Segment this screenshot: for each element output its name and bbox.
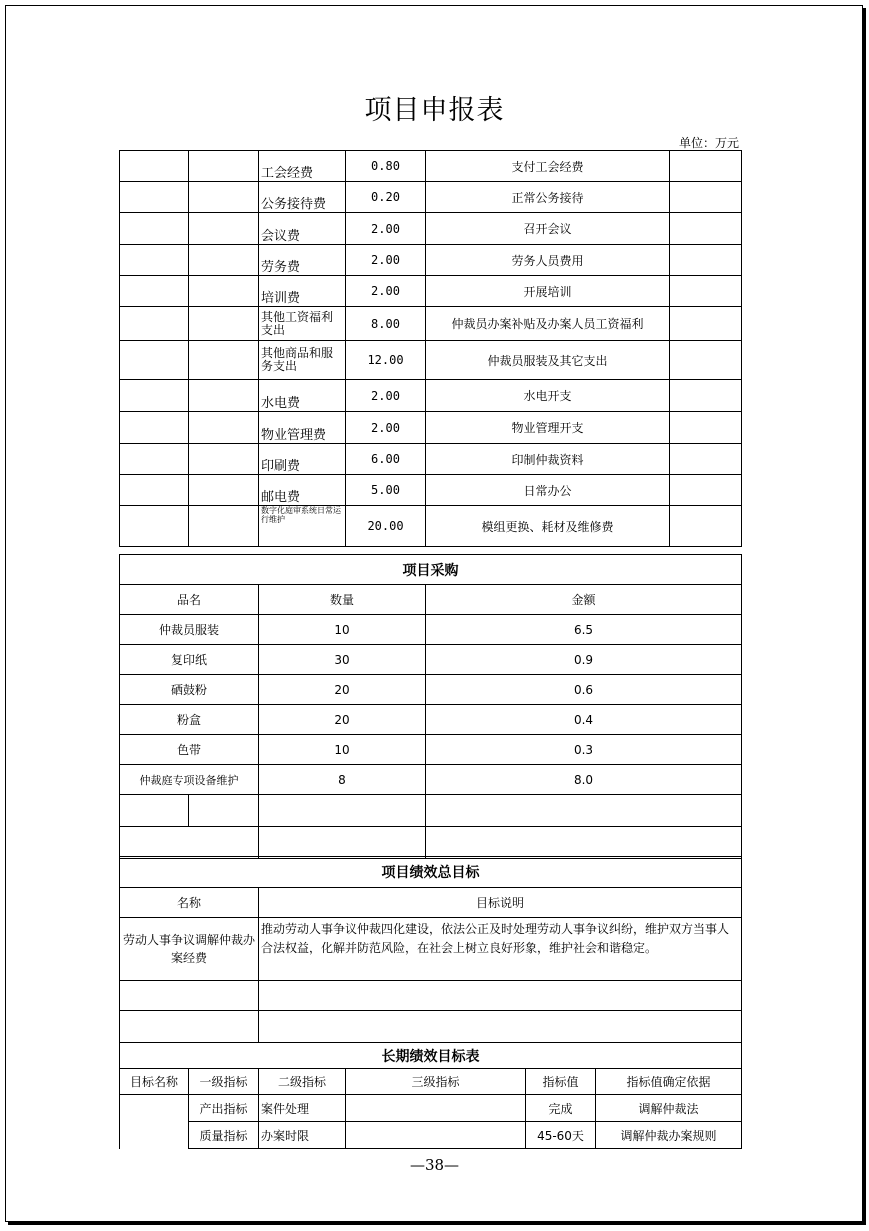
long-term-row	[120, 1095, 742, 1122]
blank-cell	[120, 1011, 259, 1043]
blank-cell	[120, 307, 189, 341]
blank-cell	[670, 341, 742, 380]
blank-cell	[120, 1095, 189, 1149]
blank-cell	[259, 1011, 742, 1043]
expense-note: 物业管理开支	[426, 412, 670, 444]
blank-cell	[120, 412, 189, 444]
blank-cell	[670, 245, 742, 276]
value-cell: 完成	[526, 1095, 596, 1122]
level1-cell: 产出指标	[189, 1095, 259, 1122]
blank-cell	[189, 795, 259, 827]
procurement-table	[119, 554, 742, 859]
blank-cell	[670, 213, 742, 245]
level2-cell: 案件处理	[259, 1095, 346, 1122]
expense-item: 物业管理费	[259, 412, 346, 444]
blank-cell	[120, 182, 189, 213]
expense-row	[120, 506, 742, 547]
header-level1: 一级指标	[189, 1069, 259, 1095]
expense-note: 仲裁员服装及其它支出	[426, 341, 670, 380]
level3-cell	[346, 1095, 526, 1122]
expense-item: 数字化庭审系统日常运行维护	[259, 506, 346, 547]
header-goal-name: 名称	[120, 888, 259, 918]
expense-row	[120, 307, 742, 341]
blank-cell	[120, 276, 189, 307]
expense-row	[120, 475, 742, 506]
procurement-row	[120, 675, 742, 705]
procurement-name: 粉盒	[120, 705, 259, 735]
expense-amount: 2.00	[346, 412, 426, 444]
expense-note: 正常公务接待	[426, 182, 670, 213]
blank-cell	[670, 475, 742, 506]
procurement-row	[120, 615, 742, 645]
expense-item: 其他工资福利支出	[259, 307, 346, 341]
header-name: 品名	[120, 585, 259, 615]
expense-row	[120, 444, 742, 475]
expense-amount: 20.00	[346, 506, 426, 547]
procurement-qty: 20	[259, 675, 426, 705]
expense-note: 劳务人员费用	[426, 245, 670, 276]
blank-cell	[120, 795, 189, 827]
expense-item: 会议费	[259, 213, 346, 245]
blank-cell	[426, 827, 742, 859]
expense-item: 印刷费	[259, 444, 346, 475]
blank-cell	[189, 307, 259, 341]
expense-item: 培训费	[259, 276, 346, 307]
page-number: —38—	[409, 1156, 460, 1174]
blank-cell	[670, 506, 742, 547]
expense-row	[120, 276, 742, 307]
goal-name: 劳动人事争议调解仲裁办案经费	[120, 918, 259, 981]
procurement-amount: 6.5	[426, 615, 742, 645]
expense-table	[119, 150, 742, 547]
expense-note: 开展培训	[426, 276, 670, 307]
overall-goal-table	[119, 856, 742, 1043]
expense-note: 日常办公	[426, 475, 670, 506]
blank-cell	[189, 151, 259, 182]
expense-item: 工会经费	[259, 151, 346, 182]
expense-row	[120, 412, 742, 444]
procurement-qty: 20	[259, 705, 426, 735]
expense-amount: 2.00	[346, 276, 426, 307]
blank-cell	[189, 213, 259, 245]
expense-row	[120, 151, 742, 182]
expense-amount: 2.00	[346, 380, 426, 412]
blank-cell	[120, 213, 189, 245]
page-title: 项目申报表	[364, 95, 505, 126]
level3-cell	[346, 1122, 526, 1149]
expense-note: 召开会议	[426, 213, 670, 245]
blank-cell	[670, 276, 742, 307]
basis-cell: 调解仲裁法	[596, 1095, 742, 1122]
blank-cell	[189, 182, 259, 213]
blank-cell	[120, 981, 259, 1011]
procurement-amount: 0.4	[426, 705, 742, 735]
blank-cell	[120, 245, 189, 276]
expense-note: 印制仲裁资料	[426, 444, 670, 475]
blank-cell	[120, 444, 189, 475]
blank-cell	[670, 380, 742, 412]
blank-cell	[189, 245, 259, 276]
expense-amount: 2.00	[346, 213, 426, 245]
long-term-heading: 长期绩效目标表	[120, 1043, 742, 1069]
blank-cell	[259, 795, 426, 827]
procurement-heading: 项目采购	[120, 555, 742, 585]
unit-label: 单位：万元	[678, 136, 739, 150]
procurement-amount: 8.0	[426, 765, 742, 795]
header-level3: 三级指标	[346, 1069, 526, 1095]
expense-row	[120, 380, 742, 412]
goal-description: 推动劳动人事争议仲裁四化建设，依法公正及时处理劳动人事争议纠纷，维护双方当事人合法权益，化解并防范风险，在社会上树立良好形象，维护社会和谐稳定。	[259, 918, 742, 981]
blank-cell	[120, 506, 189, 547]
blank-cell	[189, 444, 259, 475]
expense-item: 公务接待费	[259, 182, 346, 213]
expense-amount: 5.00	[346, 475, 426, 506]
header-level2: 二级指标	[259, 1069, 346, 1095]
blank-cell	[189, 475, 259, 506]
procurement-amount: 0.6	[426, 675, 742, 705]
expense-amount: 2.00	[346, 245, 426, 276]
blank-cell	[189, 380, 259, 412]
blank-cell	[259, 827, 426, 859]
blank-cell	[670, 444, 742, 475]
blank-cell	[670, 151, 742, 182]
procurement-name: 硒鼓粉	[120, 675, 259, 705]
expense-row	[120, 341, 742, 380]
expense-amount: 6.00	[346, 444, 426, 475]
expense-note: 模组更换、耗材及维修费	[426, 506, 670, 547]
header-basis: 指标值确定依据	[596, 1069, 742, 1095]
long-term-row	[120, 1122, 742, 1149]
procurement-row	[120, 705, 742, 735]
blank-cell	[120, 341, 189, 380]
procurement-qty: 8	[259, 765, 426, 795]
procurement-name: 色带	[120, 735, 259, 765]
blank-cell	[189, 506, 259, 547]
procurement-row	[120, 735, 742, 765]
expense-row	[120, 245, 742, 276]
procurement-name: 仲裁庭专项设备维护	[120, 765, 259, 795]
procurement-name: 复印纸	[120, 645, 259, 675]
blank-cell	[670, 307, 742, 341]
procurement-qty: 10	[259, 615, 426, 645]
blank-cell	[189, 341, 259, 380]
header-goal-description: 目标说明	[259, 888, 742, 918]
procurement-row	[120, 645, 742, 675]
level1-cell: 质量指标	[189, 1122, 259, 1149]
expense-note: 仲裁员办案补贴及办案人员工资福利	[426, 307, 670, 341]
blank-cell	[259, 981, 742, 1011]
blank-cell	[189, 412, 259, 444]
blank-cell	[120, 827, 259, 859]
expense-amount: 8.00	[346, 307, 426, 341]
header-amount: 金额	[426, 585, 742, 615]
procurement-name: 仲裁员服装	[120, 615, 259, 645]
blank-cell	[670, 182, 742, 213]
blank-cell	[426, 795, 742, 827]
procurement-qty: 30	[259, 645, 426, 675]
level2-cell: 办案时限	[259, 1122, 346, 1149]
expense-amount: 12.00	[346, 341, 426, 380]
expense-row	[120, 213, 742, 245]
expense-amount: 0.20	[346, 182, 426, 213]
procurement-amount: 0.9	[426, 645, 742, 675]
expense-item: 劳务费	[259, 245, 346, 276]
expense-item: 水电费	[259, 380, 346, 412]
blank-cell	[120, 475, 189, 506]
procurement-amount: 0.3	[426, 735, 742, 765]
expense-row	[120, 182, 742, 213]
expense-note: 支付工会经费	[426, 151, 670, 182]
procurement-qty: 10	[259, 735, 426, 765]
expense-item: 邮电费	[259, 475, 346, 506]
procurement-row	[120, 765, 742, 795]
header-target-name: 目标名称	[120, 1069, 189, 1095]
expense-amount: 0.80	[346, 151, 426, 182]
blank-cell	[120, 380, 189, 412]
overall-goal-heading: 项目绩效总目标	[120, 857, 742, 888]
basis-cell: 调解仲裁办案规则	[596, 1122, 742, 1149]
value-cell: 45-60天	[526, 1122, 596, 1149]
blank-cell	[189, 276, 259, 307]
blank-cell	[120, 151, 189, 182]
header-value: 指标值	[526, 1069, 596, 1095]
expense-note: 水电开支	[426, 380, 670, 412]
long-term-table	[119, 1042, 742, 1149]
blank-cell	[670, 412, 742, 444]
header-quantity: 数量	[259, 585, 426, 615]
expense-item: 其他商品和服务支出	[259, 341, 346, 380]
